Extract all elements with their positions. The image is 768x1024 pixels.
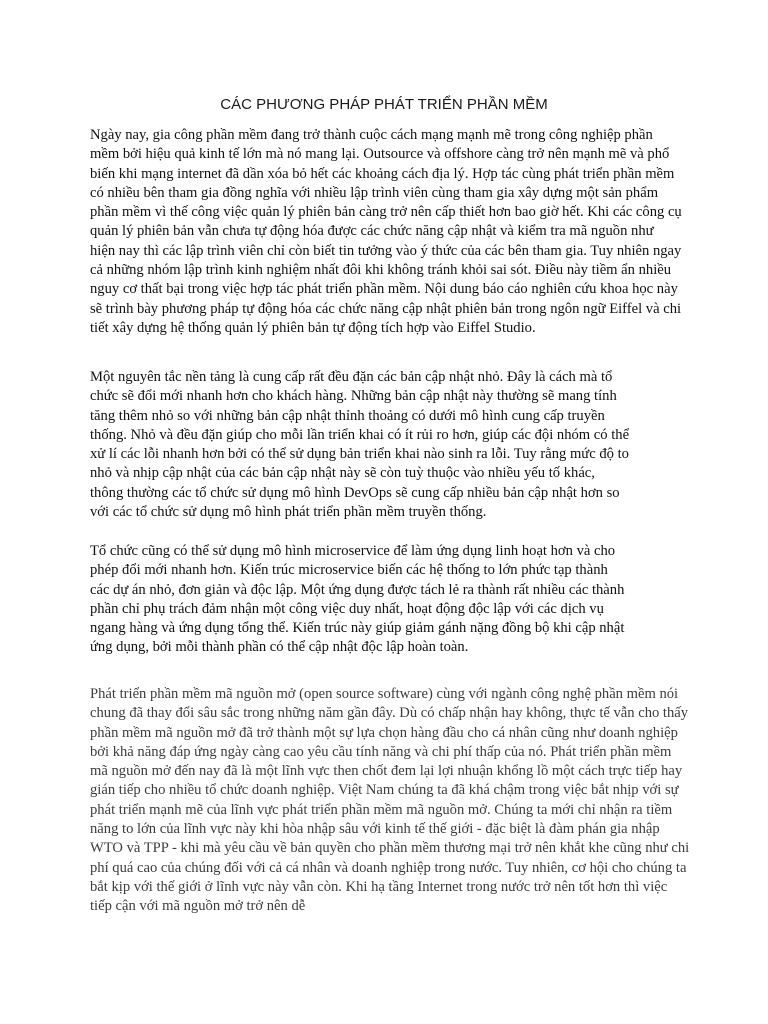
- paragraph-small-updates: Một nguyên tắc nền tảng là cung cấp rất đều đặn các bản cập nhật nhỏ. Đây là cách mà tổ chức sẽ đổi mới nhanh hơn cho khách hàng. Những bản cập nhật này thường sẽ mang tính tăng thêm nhỏ so với những bản cập nhật thỉnh thoảng có dưới mô hình cung cấp truyền thống. Nhỏ và đều đặn giúp cho mỗi lần triển khai có ít rủi ro hơn, giúp các đội nhóm có thể xử lí các lỗi nhanh hơn bởi có thể sử dụng bản triển khai nào sinh ra lỗi. Tuy rằng mức độ to nhỏ và nhịp cập nhật của các bản cập nhật này sẽ còn tuỳ thuộc vào nhiều yếu tố khác, thông thường các tổ chức sử dụng mô hình DevOps sẽ cung cấp nhiều bản cập nhật hơn so với các tổ chức sử dụng mô hình phát triển phần mềm truyền thống.: [90, 369, 630, 521]
- paragraph-microservice: Tổ chức cũng có thể sử dụng mô hình microservice để làm ứng dụng linh hoạt hơn và cho phép đổi mới nhanh hơn. Kiến trúc microservice biến các hệ thống to lớn phức tạp thành các dự án nhỏ, đơn giản và độc lập. Một ứng dụng được tách lẻ ra thành rất nhiều các thành phần chỉ phụ trách đảm nhận một công việc duy nhất, hoạt động độc lập với các dịch vụ ngang hàng và ứng dụng tổng thể. Kiến trúc này giúp giảm gánh nặng đồng bộ khi cập nhật ứng dụng, bởi mỗi thành phần có thể cập nhật độc lập hoàn toàn.: [90, 543, 625, 656]
- paragraph-intro: Ngày nay, gia công phần mềm đang trở thành cuộc cách mạng mạnh mẽ trong công nghiệp phần mềm bởi hiệu quả kinh tế lớn mà nó mang lại. Outsource và offshore càng trở nên mạnh mẽ và phổ biến khi mạng internet đã dần xóa bỏ hết các khoảng cách địa lý. Hợp tác cùng phát triển phần mềm có nhiều bên tham gia đồng nghĩa với nhiều lập trình viên cùng tham gia xây dựng một sản phẩm phần mềm vì thế công việc quản lý phiên bản càng trở nên cấp thiết hơn bao giờ hết. Khi các công cụ quản lý phiên bản vẫn chưa tự động hóa được các chức năng cập nhật và kiểm tra mã nguồn như hiện nay thì các lập trình viên chỉ còn biết tin tưởng vào ý thức của các bên tham gia. Tuy nhiên ngay cả những nhóm lập trình kinh nghiệm nhất đôi khi không tránh khỏi sai sót. Điều này tiềm ẩn nhiều nguy cơ thất bại trong việc hợp tác phát triển phần mềm. Nội dung báo cáo nghiên cứu khoa học này sẽ trình bày phương pháp tự động hóa các chức năng cập nhật phiên bản trong ngôn ngữ Eiffel và chi tiết xây dựng hệ thống quản lý phiên bản tự động tích hợp vào Eiffel Studio.: [90, 127, 682, 336]
- paragraph-open-source: Phát triển phần mềm mã nguồn mở (open source software) cùng với ngành công nghệ phần mềm nói chung đã thay đổi sâu sắc trong những năm gần đây. Dù có chấp nhận hay không, thực tế vẫn cho thấy phần mềm mã nguồn mở đã trở thành một sự lựa chọn hàng đầu cho cá nhân cũng như doanh nghiệp bởi khả năng đáp ứng ngày càng cao yêu cầu tính năng và chi phí thấp của nó. Phát triển phần mềm mã nguồn mở đến nay đã là một lĩnh vực then chốt đem lại lợi nhuận khổng lồ một cách trực tiếp hay gián tiếp cho nhiều tổ chức doanh nghiệp. Việt Nam chúng ta đã khá chậm trong việc bắt nhịp với sự phát triển mạnh mẽ của lĩnh vực phát triển phần mềm mã nguồn mở. Chúng ta mới chỉ nhận ra tiềm năng to lớn của lĩnh vực này khi hòa nhập sâu với kinh tế thế giới - đặc biệt là đàm phán gia nhập WTO và TPP - khi mà yêu cầu về bản quyền cho phần mềm thương mại trở nên khắt khe cũng như chi phí quá cao của chúng đối với cả cá nhân và doanh nghiệp trong nước. Tuy nhiên, cơ hội cho chúng ta bắt kịp với thế giới ở lĩnh vực này vẫn còn. Khi hạ tầng Internet trong nước trở nên tốt hơn thì việc tiếp cận với mã nguồn mở trở nên dễ: [90, 686, 690, 915]
- document-title: CÁC PHƯƠNG PHÁP PHÁT TRIỂN PHẦN MỀM: [220, 96, 548, 113]
